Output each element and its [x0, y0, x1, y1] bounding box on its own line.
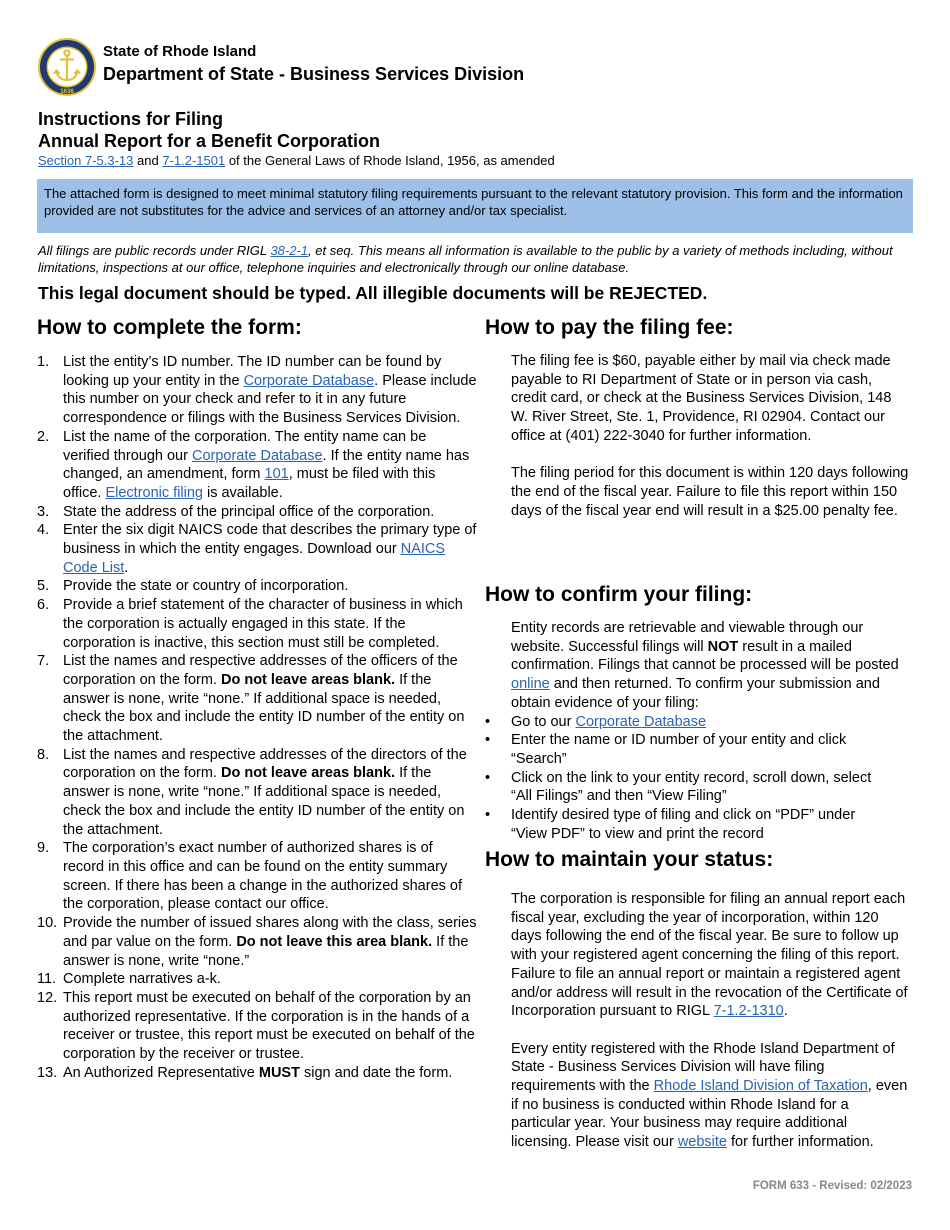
link-section-7-5-3-13[interactable]: Section 7-5.3-13 [38, 153, 134, 168]
bullet-icon: • [485, 807, 491, 824]
link-corporate-database[interactable]: Corporate Database [191, 447, 323, 464]
pay-fee-section [511, 352, 911, 520]
maintain-text: Every entity registered with the Rhode Island Department of State - Business Services Division will have filing requirements with the [511, 1040, 895, 1095]
list-item [37, 839, 477, 914]
item-text: This report must be executed on behalf of the corporation by an authorized representative. If the corporation is in the hands of a receiver or trustee, this report must be executed on behalf of the corporation by the receiver or trustee. [63, 989, 475, 1063]
item-text: , must be filed with this office. [63, 466, 436, 501]
list-item [37, 577, 477, 596]
citation-and: and [133, 153, 163, 168]
list-item [37, 970, 477, 989]
link-rigl-38-2-1[interactable]: 38-2-1 [270, 243, 309, 258]
list-item [37, 503, 477, 522]
bullet-icon: • [485, 713, 491, 730]
item-text: . [124, 559, 129, 576]
item-emphasis: MUST [258, 1064, 300, 1081]
item-number: 1. [37, 354, 50, 370]
list-item [37, 914, 477, 970]
list-item [37, 353, 477, 428]
citation-rest: of the General Laws of Rhode Island, 1956, as amended [225, 153, 555, 168]
disclaimer-text: The attached form is designed to meet minimal statutory filing requirements pursuant to the relevant statutory provision. This form and the information provided are not substitutes for the advice and services of an attorney and/or tax specialist. [44, 186, 903, 218]
step-text: Go to our [511, 713, 576, 730]
maintain-text: . [783, 1003, 788, 1020]
link-online[interactable]: online [511, 676, 550, 693]
list-item [37, 596, 477, 652]
item-text: Complete narratives a-k. [63, 971, 221, 988]
link-electronic-filing[interactable]: Electronic filing [105, 484, 203, 501]
link-7-1-2-1310[interactable]: 7-1.2-1310 [713, 1003, 784, 1020]
maintain-text: , even if no business is conducted within Rhode Island for a particular year. Your business may require additional licensing. Please visit our [511, 1078, 908, 1151]
step-text: Identify desired type of filing and click on “PDF” under “View PDF” to view and print the record [511, 807, 856, 842]
link-website[interactable]: website [677, 1134, 727, 1151]
item-text: State the address of the principal office of the corporation. [63, 503, 435, 520]
maintain-text: The corporation is responsible for filing an annual report each fiscal year, excluding the year of incorporation, within 120 days following the end of the fiscal year. Be sure to follow up with your registered agent concerning the filing of this report. Failure to file an annual report or maintain a registered agent and/or address will result in the revocation of the Certificate of Incorporation pursuant to RIGL [511, 891, 908, 1020]
item-text: Provide the number of issued shares along with the class, series and par value on the form. [63, 915, 477, 950]
item-text: If the answer is none, write “none.” [63, 933, 469, 969]
list-item [37, 746, 477, 840]
list-item [485, 731, 885, 768]
confirm-steps-list [485, 713, 911, 844]
list-item [37, 989, 477, 1064]
seal-year: 1636 [60, 89, 74, 95]
item-number: 2. [37, 428, 50, 445]
item-number: 11. [37, 971, 57, 988]
public-notice-after: , et seq. This means all information is available to the public by a variety of methods including, without limitations, inspections at our office, telephone inquiries and electronically through our online database. [38, 243, 893, 275]
item-number: 9. [37, 840, 50, 857]
item-text: If the answer is none, write “none.” If additional space is needed, check the box and include the entity ID number of the entity on the attachment. [63, 765, 465, 838]
link-corporate-database[interactable]: Corporate Database [575, 713, 707, 730]
item-number: 8. [37, 746, 50, 763]
disclaimer-banner [37, 179, 913, 233]
item-text: If the answer is none, write “none.” If additional space is needed, check the box and include the entity ID number of the entity on the attachment. [63, 671, 465, 745]
item-number: 6. [37, 597, 50, 614]
item-text: . Please include this number on your check and refer to it in any future correspondence or filings with the Business Services Division. [63, 372, 477, 427]
heading-maintain-status: How to maintain your status: [485, 848, 774, 871]
list-item [37, 521, 477, 577]
list-item [485, 713, 885, 732]
step-text: Click on the link to your entity record, scroll down, select “All Filings” and then “View Filing” [511, 769, 872, 805]
item-text: List the names and respective addresses of the directors of the corporation on the form. [63, 746, 467, 782]
public-records-notice [38, 242, 908, 276]
confirm-filing-section [485, 619, 911, 843]
typing-warning: This legal document should be typed. All illegible documents will be REJECTED. [38, 283, 708, 303]
list-item [485, 806, 885, 843]
item-number: 3. [37, 503, 50, 520]
item-emphasis: Do not leave areas blank. [220, 671, 396, 688]
maintain-paragraph-1 [511, 890, 911, 1021]
item-number: 7. [37, 653, 50, 670]
confirm-text: Entity records are retrievable and viewable through our website. Successful filings will [511, 620, 864, 655]
rhode-island-seal-icon [37, 37, 97, 97]
item-text: is available. [202, 484, 283, 501]
item-text: Enter the six digit NAICS code that describes the primary type of business in which the entity engages. Download our [63, 522, 477, 558]
heading-confirm-filing: How to confirm your filing: [485, 583, 753, 606]
item-text: Provide a brief statement of the character of business in which the corporation is actually engaged in this state. If the corporation is inactive, this section must still be completed. [63, 597, 463, 651]
item-number: 13. [37, 1064, 58, 1081]
title-line-1: Instructions for Filing [38, 109, 223, 129]
item-text: An Authorized Representative [63, 1064, 259, 1081]
list-item [37, 428, 477, 503]
item-text: sign and date the form. [299, 1064, 453, 1081]
item-text: List the names and respective addresses of the officers of the corporation on the form. [63, 653, 458, 688]
title-line-2: Annual Report for a Benefit Corporation [38, 131, 380, 151]
confirm-emphasis: NOT [707, 638, 739, 655]
link-naics-code-list[interactable]: NAICS Code List [63, 541, 446, 576]
maintain-text: for further information. [727, 1134, 874, 1151]
item-number: 12. [37, 989, 58, 1006]
list-item [37, 1064, 477, 1083]
item-text: List the name of the corporation. The entity name can be verified through our [63, 428, 427, 464]
item-number: 5. [37, 578, 50, 595]
maintain-status-section [511, 890, 911, 1152]
public-notice-before: All filings are public records under RIGL [38, 243, 271, 258]
item-text: Provide the state or country of incorporation. [63, 578, 349, 595]
link-7-1-2-1501[interactable]: 7-1.2-1501 [162, 153, 226, 168]
item-number: 10. [37, 915, 58, 932]
item-text: . If the entity name has changed, an amendment, form [63, 447, 470, 483]
instruction-list [37, 353, 477, 1082]
item-text: The corporation’s exact number of authorized shares is of record in this office and can be found on the entity summary screen. If there has been a change in the authorized shares of the corporation, please contact our office. [63, 840, 463, 913]
statute-citation [38, 153, 555, 168]
item-number: 4. [37, 522, 50, 539]
bullet-icon: • [485, 769, 491, 786]
list-item [37, 652, 477, 746]
link-form-101[interactable]: 101 [264, 466, 289, 483]
heading-pay-fee: How to pay the filing fee: [485, 316, 734, 339]
list-item [485, 769, 885, 806]
item-text: List the entity’s ID number. The ID number can be found by looking up your entity in the [63, 354, 442, 389]
pay-fee-paragraph-2: The filing period for this document is within 120 days following the end of the fiscal year. Failure to file this report within 150 days of the fiscal year end will result in a $25.00 penalty fee. [511, 465, 909, 519]
bullet-icon: • [485, 732, 491, 749]
step-text: Enter the name or ID number of your entity and click “Search” [511, 732, 847, 767]
pay-fee-paragraph-1: The filing fee is $60, payable either by mail via check made payable to RI Department of State or in person via cash, credit card, or check at the Business Services Division, 148 W. River Street, Ste. 1, Providence, RI 02904. Contact our office at (401) 222-3040 for further information. [511, 353, 892, 444]
item-emphasis: Do not leave this area blank. [236, 933, 433, 950]
confirm-text: result in a mailed confirmation. Filings that cannot be processed will be posted [511, 638, 899, 674]
maintain-paragraph-2 [511, 1040, 911, 1152]
heading-complete-form: How to complete the form: [37, 316, 302, 339]
confirm-text: and then returned. To confirm your submission and obtain evidence of your filing: [511, 676, 880, 711]
org-department: Department of State - Business Services Division [103, 64, 525, 84]
complete-form-instructions [37, 353, 477, 1082]
link-ri-division-of-taxation[interactable]: Rhode Island Division of Taxation [653, 1078, 868, 1095]
org-state: State of Rhode Island [103, 43, 257, 60]
confirm-paragraph [511, 619, 911, 713]
form-revision-footer: FORM 633 - Revised: 02/2023 [752, 1180, 912, 1192]
link-corporate-database[interactable]: Corporate Database [243, 372, 375, 389]
item-emphasis: Do not leave areas blank. [220, 765, 396, 782]
